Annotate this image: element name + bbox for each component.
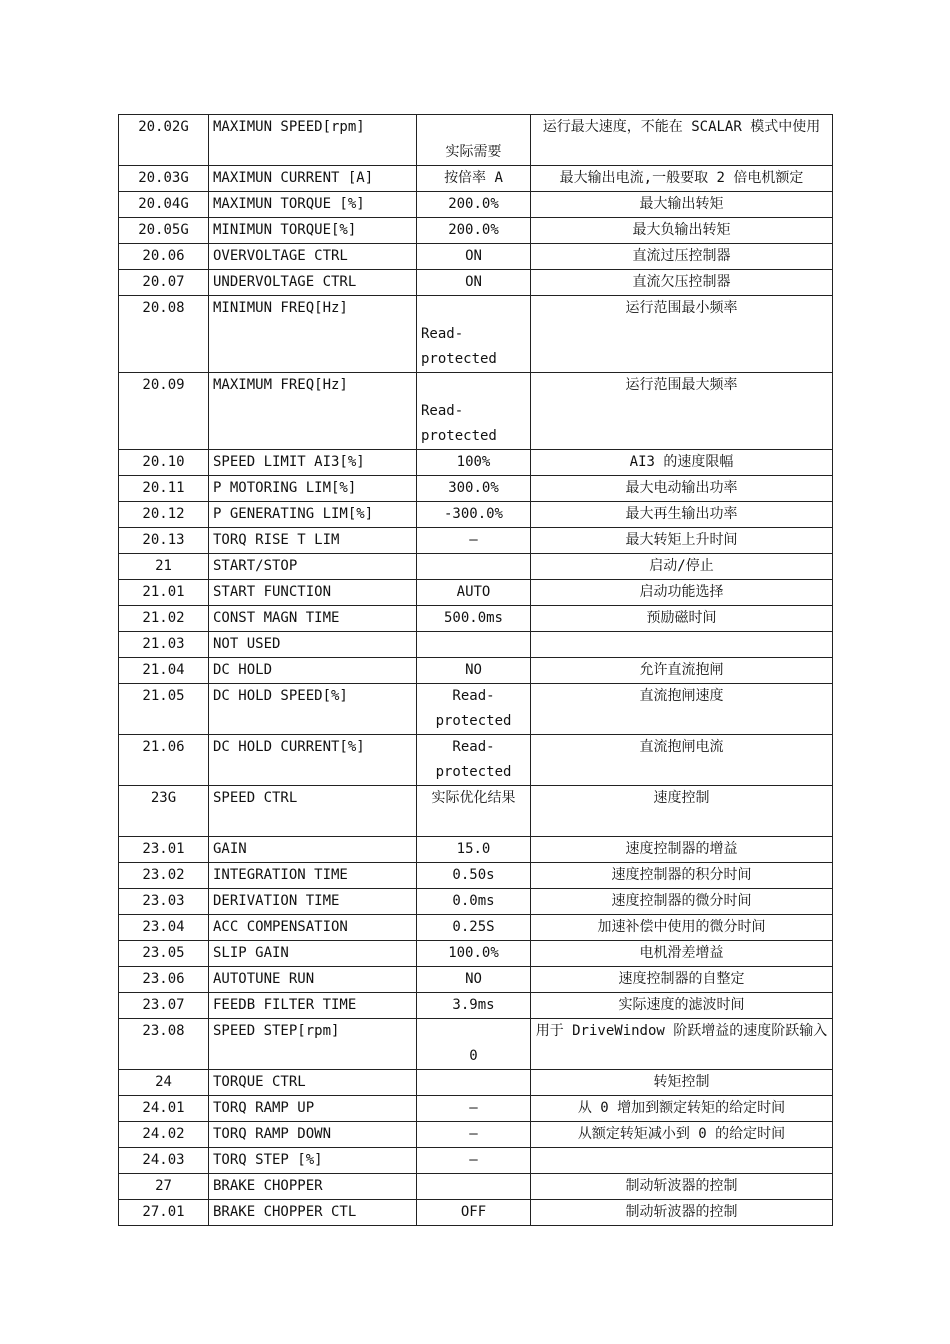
param-id-cell: 23.02	[119, 863, 209, 889]
param-value-cell: Read-protected	[417, 735, 531, 786]
param-value-cell	[417, 1070, 531, 1096]
param-description-cell: 制动斩波器的控制	[531, 1174, 833, 1200]
param-name-cell: TORQ RAMP DOWN	[209, 1122, 417, 1148]
param-id-cell: 27	[119, 1174, 209, 1200]
param-value-cell: 200.0%	[417, 218, 531, 244]
param-description-cell	[531, 632, 833, 658]
param-value-cell: ON	[417, 244, 531, 270]
param-description-cell: 直流抱闸电流	[531, 735, 833, 786]
param-id-cell: 24.03	[119, 1148, 209, 1174]
param-description-cell: 启动功能选择	[531, 580, 833, 606]
table-row	[119, 580, 833, 606]
param-name-cell: DERIVATION TIME	[209, 889, 417, 915]
param-value-cell: —	[417, 528, 531, 554]
param-description-cell: 最大转矩上升时间	[531, 528, 833, 554]
param-description-cell: 运行最大速度，不能在 SCALAR 模式中使用	[531, 115, 833, 166]
param-id-cell: 20.11	[119, 476, 209, 502]
param-id-cell: 23.06	[119, 967, 209, 993]
param-name-cell: ACC COMPENSATION	[209, 915, 417, 941]
param-description-cell: 速度控制器的增益	[531, 837, 833, 863]
table-row	[119, 244, 833, 270]
param-name-cell: DC HOLD CURRENT[%]	[209, 735, 417, 786]
param-value-cell: 实际需要	[417, 115, 531, 166]
table-row	[119, 1070, 833, 1096]
param-description-cell: 直流过压控制器	[531, 244, 833, 270]
param-description-cell: 速度控制器的微分时间	[531, 889, 833, 915]
table-row	[119, 735, 833, 786]
param-id-cell: 21.03	[119, 632, 209, 658]
param-name-cell: UNDERVOLTAGE CTRL	[209, 270, 417, 296]
table-row	[119, 502, 833, 528]
param-value-cell: 0	[417, 1019, 531, 1070]
param-name-cell: MAXIMUN CURRENT [A]	[209, 166, 417, 192]
param-value-cell: 0.50s	[417, 863, 531, 889]
param-name-cell: TORQ RISE T LIM	[209, 528, 417, 554]
param-value-cell: 实际优化结果	[417, 786, 531, 837]
param-value-cell: OFF	[417, 1200, 531, 1226]
param-value-cell: ON	[417, 270, 531, 296]
param-description-cell: 最大输出电流,一般要取 2 倍电机额定	[531, 166, 833, 192]
table-row	[119, 1148, 833, 1174]
param-value-cell: 100.0%	[417, 941, 531, 967]
param-name-cell: MAXIMUM FREQ[Hz]	[209, 373, 417, 450]
param-id-cell: 23.05	[119, 941, 209, 967]
param-name-cell: SPEED STEP[rpm]	[209, 1019, 417, 1070]
param-description-cell: 预励磁时间	[531, 606, 833, 632]
param-description-cell: 直流抱闸速度	[531, 684, 833, 735]
param-name-cell: NOT USED	[209, 632, 417, 658]
param-name-cell: FEEDB FILTER TIME	[209, 993, 417, 1019]
param-name-cell: MINIMUN FREQ[Hz]	[209, 296, 417, 373]
table-row	[119, 270, 833, 296]
table-row	[119, 684, 833, 735]
param-description-cell: 从额定转矩减小到 0 的给定时间	[531, 1122, 833, 1148]
table-row	[119, 889, 833, 915]
param-value-cell: 100%	[417, 450, 531, 476]
table-row	[119, 476, 833, 502]
param-description-cell	[531, 1148, 833, 1174]
param-id-cell: 20.03G	[119, 166, 209, 192]
param-name-cell: AUTOTUNE RUN	[209, 967, 417, 993]
param-description-cell: 制动斩波器的控制	[531, 1200, 833, 1226]
table-row	[119, 554, 833, 580]
param-id-cell: 20.06	[119, 244, 209, 270]
param-name-cell: BRAKE CHOPPER CTL	[209, 1200, 417, 1226]
param-description-cell: 直流欠压控制器	[531, 270, 833, 296]
param-value-cell: 0.25S	[417, 915, 531, 941]
param-description-cell: 实际速度的滤波时间	[531, 993, 833, 1019]
param-value-cell: 15.0	[417, 837, 531, 863]
param-name-cell: TORQ RAMP UP	[209, 1096, 417, 1122]
param-name-cell: MAXIMUN SPEED[rpm]	[209, 115, 417, 166]
param-description-cell: AI3 的速度限幅	[531, 450, 833, 476]
param-value-cell: NO	[417, 967, 531, 993]
table-row	[119, 658, 833, 684]
param-name-cell: BRAKE CHOPPER	[209, 1174, 417, 1200]
param-value-cell: Read-protected	[417, 296, 531, 373]
param-id-cell: 23.08	[119, 1019, 209, 1070]
param-id-cell: 20.02G	[119, 115, 209, 166]
param-description-cell: 最大输出转矩	[531, 192, 833, 218]
param-id-cell: 20.08	[119, 296, 209, 373]
table-row	[119, 837, 833, 863]
param-value-cell: AUTO	[417, 580, 531, 606]
param-id-cell: 20.07	[119, 270, 209, 296]
param-name-cell: CONST MAGN TIME	[209, 606, 417, 632]
param-value-cell: 300.0%	[417, 476, 531, 502]
param-value-cell: 500.0ms	[417, 606, 531, 632]
table-row	[119, 606, 833, 632]
param-name-cell: TORQUE CTRL	[209, 1070, 417, 1096]
param-description-cell: 速度控制器的自整定	[531, 967, 833, 993]
param-id-cell: 20.12	[119, 502, 209, 528]
param-id-cell: 23.03	[119, 889, 209, 915]
table-row	[119, 373, 833, 450]
param-description-cell: 最大负输出转矩	[531, 218, 833, 244]
param-value-cell: NO	[417, 658, 531, 684]
param-name-cell: SLIP GAIN	[209, 941, 417, 967]
param-name-cell: SPEED LIMIT AI3[%]	[209, 450, 417, 476]
param-id-cell: 24.02	[119, 1122, 209, 1148]
table-row	[119, 1122, 833, 1148]
param-id-cell: 23.01	[119, 837, 209, 863]
param-description-cell: 速度控制	[531, 786, 833, 837]
table-row	[119, 218, 833, 244]
param-id-cell: 21.01	[119, 580, 209, 606]
table-row	[119, 967, 833, 993]
param-value-cell: 按倍率 A	[417, 166, 531, 192]
table-row	[119, 528, 833, 554]
param-name-cell: MAXIMUN TORQUE [%]	[209, 192, 417, 218]
param-value-cell: —	[417, 1148, 531, 1174]
table-row	[119, 632, 833, 658]
param-value-cell: —	[417, 1096, 531, 1122]
param-value-cell: Read-protected	[417, 684, 531, 735]
param-id-cell: 21.06	[119, 735, 209, 786]
param-value-cell	[417, 632, 531, 658]
param-id-cell: 20.09	[119, 373, 209, 450]
param-value-cell: 200.0%	[417, 192, 531, 218]
param-id-cell: 23.07	[119, 993, 209, 1019]
param-name-cell: START/STOP	[209, 554, 417, 580]
table-row	[119, 941, 833, 967]
param-description-cell: 转矩控制	[531, 1070, 833, 1096]
param-description-cell: 允许直流抱闸	[531, 658, 833, 684]
param-description-cell: 电机滑差增益	[531, 941, 833, 967]
param-description-cell: 运行范围最小频率	[531, 296, 833, 373]
param-description-cell: 启动/停止	[531, 554, 833, 580]
param-name-cell: START FUNCTION	[209, 580, 417, 606]
param-description-cell: 用于 DriveWindow 阶跃增益的速度阶跃输入	[531, 1019, 833, 1070]
param-id-cell: 27.01	[119, 1200, 209, 1226]
table-row	[119, 166, 833, 192]
param-name-cell: OVERVOLTAGE CTRL	[209, 244, 417, 270]
param-name-cell: P MOTORING LIM[%]	[209, 476, 417, 502]
param-id-cell: 23G	[119, 786, 209, 837]
param-description-cell: 速度控制器的积分时间	[531, 863, 833, 889]
param-name-cell: DC HOLD	[209, 658, 417, 684]
table-row	[119, 1200, 833, 1226]
param-value-cell	[417, 554, 531, 580]
param-name-cell: TORQ STEP [%]	[209, 1148, 417, 1174]
param-description-cell: 最大再生输出功率	[531, 502, 833, 528]
param-value-cell: 0.0ms	[417, 889, 531, 915]
param-name-cell: SPEED CTRL	[209, 786, 417, 837]
param-description-cell: 从 0 增加到额定转矩的给定时间	[531, 1096, 833, 1122]
param-description-cell: 加速补偿中使用的微分时间	[531, 915, 833, 941]
table-row	[119, 863, 833, 889]
table-row	[119, 115, 833, 166]
param-value-cell: 3.9ms	[417, 993, 531, 1019]
param-id-cell: 21.05	[119, 684, 209, 735]
param-id-cell: 20.04G	[119, 192, 209, 218]
param-value-cell: -300.0%	[417, 502, 531, 528]
parameter-table	[118, 114, 833, 1226]
param-id-cell: 21.04	[119, 658, 209, 684]
table-row	[119, 1174, 833, 1200]
table-row	[119, 296, 833, 373]
table-row	[119, 450, 833, 476]
parameter-table-body	[119, 115, 833, 1226]
param-name-cell: MINIMUN TORQUE[%]	[209, 218, 417, 244]
param-value-cell: Read-protected	[417, 373, 531, 450]
param-id-cell: 20.10	[119, 450, 209, 476]
table-row	[119, 192, 833, 218]
param-id-cell: 21.02	[119, 606, 209, 632]
param-description-cell: 最大电动输出功率	[531, 476, 833, 502]
param-id-cell: 24.01	[119, 1096, 209, 1122]
param-value-cell	[417, 1174, 531, 1200]
param-id-cell: 20.13	[119, 528, 209, 554]
param-id-cell: 20.05G	[119, 218, 209, 244]
table-row	[119, 1096, 833, 1122]
table-row	[119, 1019, 833, 1070]
param-description-cell: 运行范围最大频率	[531, 373, 833, 450]
param-name-cell: P GENERATING LIM[%]	[209, 502, 417, 528]
table-row	[119, 993, 833, 1019]
param-id-cell: 23.04	[119, 915, 209, 941]
table-row	[119, 915, 833, 941]
param-name-cell: GAIN	[209, 837, 417, 863]
table-row	[119, 786, 833, 837]
param-name-cell: DC HOLD SPEED[%]	[209, 684, 417, 735]
param-value-cell: —	[417, 1122, 531, 1148]
param-id-cell: 24	[119, 1070, 209, 1096]
param-name-cell: INTEGRATION TIME	[209, 863, 417, 889]
param-id-cell: 21	[119, 554, 209, 580]
